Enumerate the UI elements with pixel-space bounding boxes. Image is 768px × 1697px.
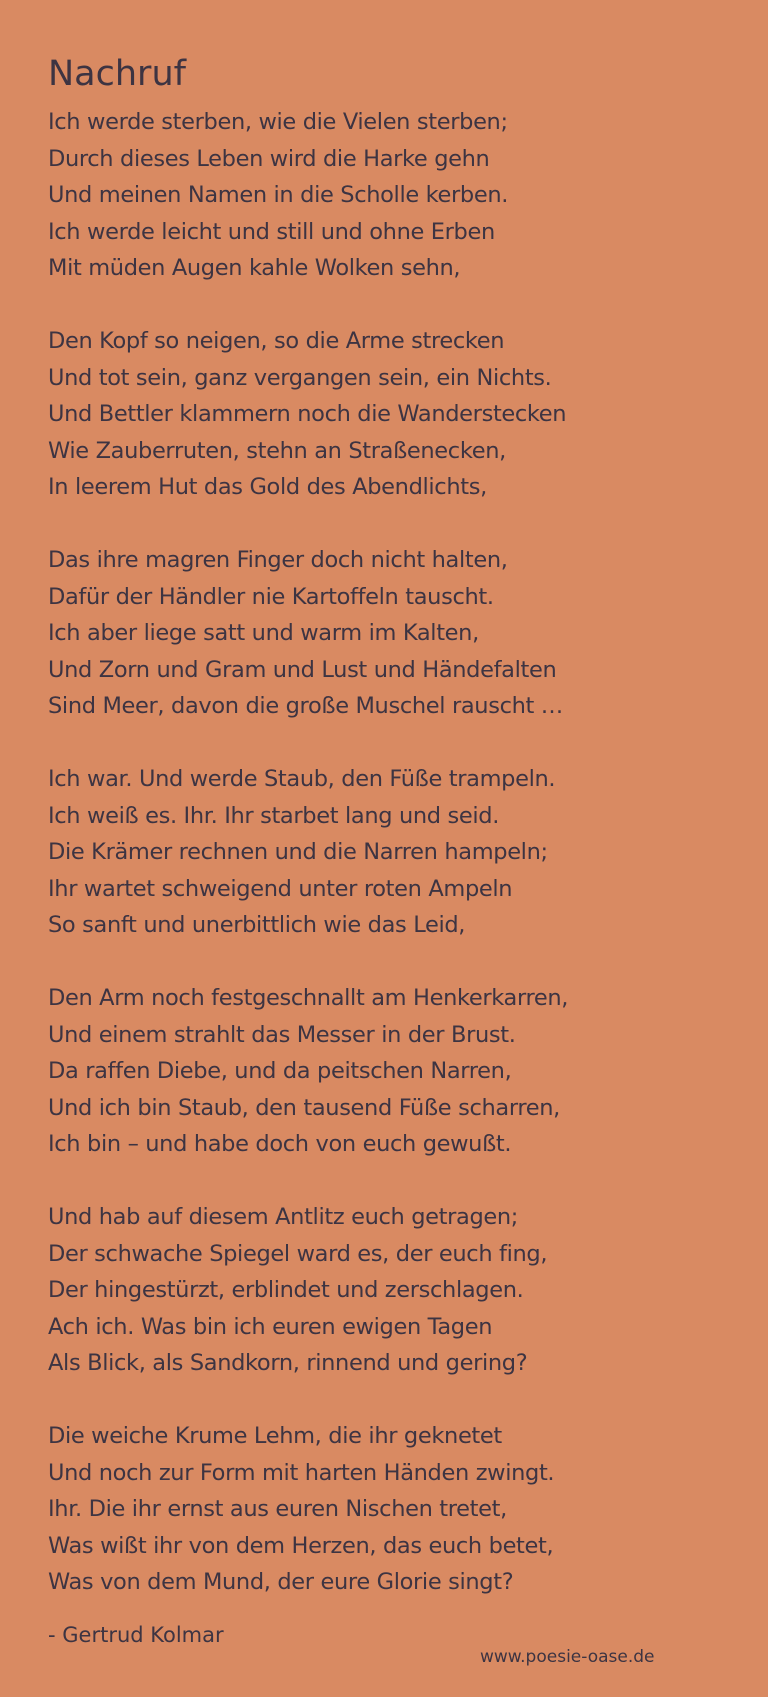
stanza-4 <box>48 761 748 944</box>
verse-line: Und noch zur Form mit harten Händen zwingt. <box>48 1459 555 1486</box>
stanza-6 <box>48 1199 748 1382</box>
verse-line: Und Zorn und Gram und Lust und Händefalten <box>48 656 557 683</box>
verse-line: Sind Meer, davon die große Muschel rauscht … <box>48 693 563 719</box>
verse-line: Ich werde leicht und still und ohne Erben <box>48 218 495 245</box>
verse-line: Der schwache Spiegel ward es, der euch fing, <box>48 1240 548 1267</box>
verse-line: Und Bettler klammern noch die Wanderstecken <box>48 401 567 427</box>
verse-line: Den Kopf so neigen, so die Arme strecken <box>48 328 505 354</box>
verse-line: Ihr wartet schweigend unter roten Ampeln <box>48 875 513 902</box>
verse-line: Der hingestürzt, erblindet und zerschlagen. <box>48 1277 524 1303</box>
verse-line: Was wißt ihr von dem Herzen, das euch betet, <box>48 1532 554 1559</box>
poem-title: Nachruf <box>48 54 186 94</box>
verse-line: Ich weiß es. Ihr. Ihr starbet lang und seid. <box>48 802 500 829</box>
verse-line: Den Arm noch festgeschnallt am Henkerkarren, <box>48 985 569 1011</box>
verse-line: In leerem Hut das Gold des Abendlichts, <box>48 474 487 500</box>
stanza-2 <box>48 323 748 506</box>
poem-body <box>48 104 748 1637</box>
verse-line: Da raffen Diebe, und da peitschen Narren, <box>48 1058 512 1084</box>
stanza-3 <box>48 542 748 725</box>
verse-line: Die Krämer rechnen und die Narren hampeln; <box>48 839 548 865</box>
verse-line: Ich bin – und habe doch von euch gewußt. <box>48 1131 512 1157</box>
verse-line: Als Blick, als Sandkorn, rinnend und gering? <box>48 1350 528 1376</box>
verse-line: Und einem strahlt das Messer in der Brust. <box>48 1021 516 1048</box>
stanza-5 <box>48 980 748 1163</box>
stanza-7 <box>48 1418 748 1601</box>
verse-line: Und ich bin Staub, den tausend Füße scharren, <box>48 1094 560 1121</box>
verse-line: Und hab auf diesem Antlitz euch getragen; <box>48 1204 519 1230</box>
author-credit: - Gertrud Kolmar <box>48 1623 224 1647</box>
website-watermark: www.poesie-oase.de <box>480 1647 655 1667</box>
verse-line: Ihr. Die ihr ernst aus euren Nischen tretet, <box>48 1496 507 1522</box>
verse-line: Und tot sein, ganz vergangen sein, ein Nichts. <box>48 364 552 391</box>
verse-line: Das ihre magren Finger doch nicht halten, <box>48 547 508 573</box>
stanza-1 <box>48 104 748 287</box>
verse-line: Durch dieses Leben wird die Harke gehn <box>48 145 490 172</box>
verse-line: Was von dem Mund, der eure Glorie singt? <box>48 1569 514 1595</box>
verse-line: Ich werde sterben, wie die Vielen sterben; <box>48 109 508 135</box>
verse-line: Mit müden Augen kahle Wolken sehn, <box>48 255 461 281</box>
verse-line: Ach ich. Was bin ich euren ewigen Tagen <box>48 1313 493 1340</box>
verse-line: Ich aber liege satt und warm im Kalten, <box>48 620 479 646</box>
verse-line: Die weiche Krume Lehm, die ihr geknetet <box>48 1423 502 1449</box>
verse-line: Und meinen Namen in die Scholle kerben. <box>48 182 509 208</box>
verse-line: Ich war. Und werde Staub, den Füße trampeln. <box>48 766 556 792</box>
verse-line: So sanft und unerbittlich wie das Leid, <box>48 912 466 938</box>
verse-line: Wie Zauberruten, stehn an Straßenecken, <box>48 437 506 464</box>
verse-line: Dafür der Händler nie Kartoffeln tauscht. <box>48 583 494 610</box>
